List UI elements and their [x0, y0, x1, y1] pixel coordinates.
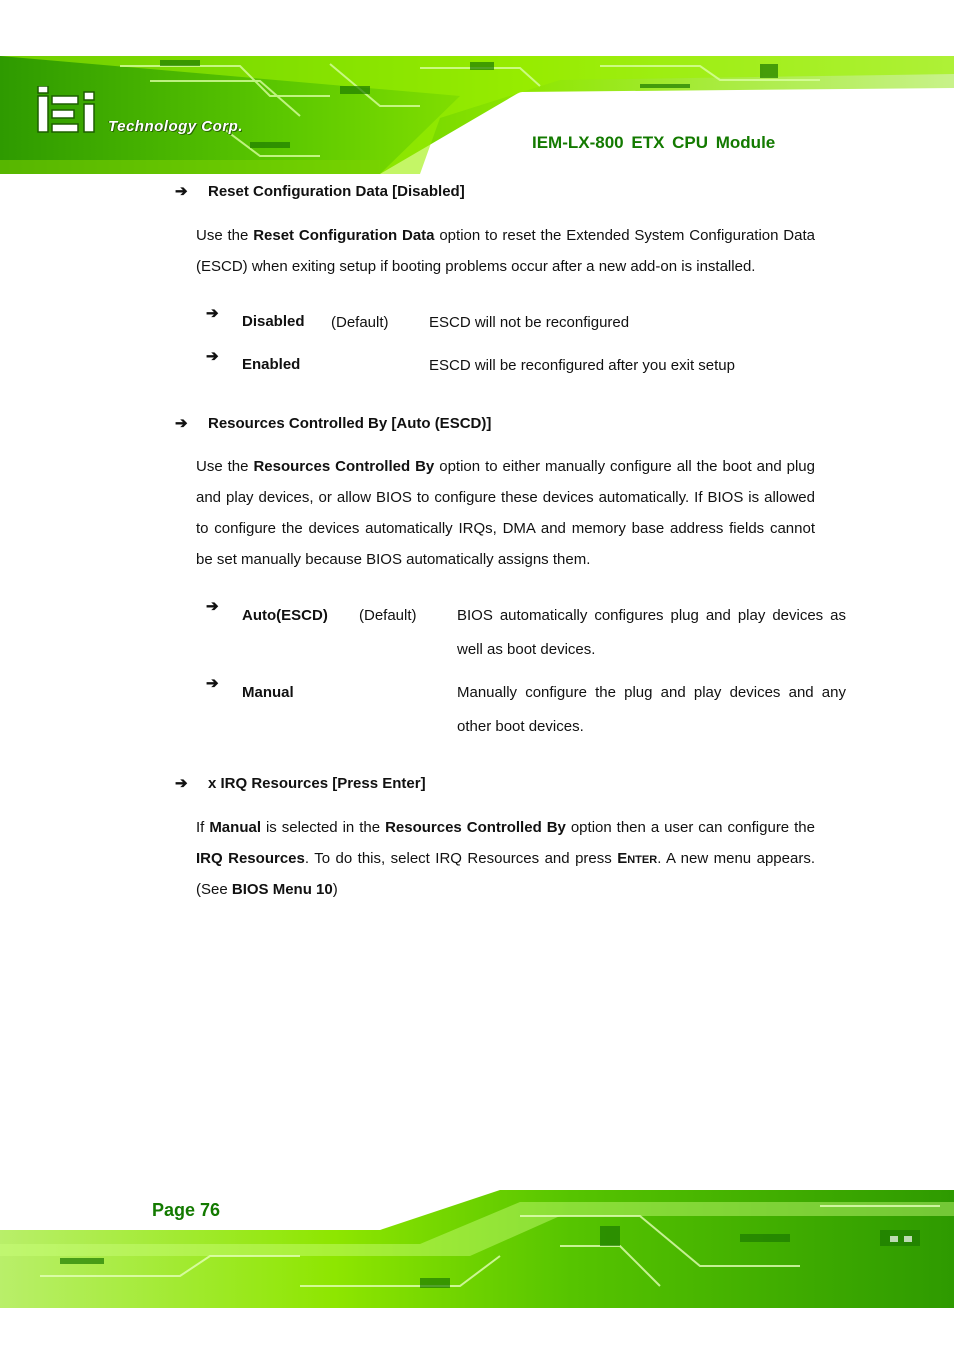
option-desc-disabled: ESCD will not be reconfigured — [429, 314, 630, 331]
section-arrow-icon: ➔ — [175, 183, 188, 200]
option-arrow-icon: ➔ — [206, 348, 219, 365]
footer-circuit-banner — [0, 1186, 954, 1308]
option-arrow-icon: ➔ — [206, 675, 219, 692]
section-title-reset-config: Reset Configuration Data [Disabled] — [208, 183, 465, 200]
document-title: IEM-LX-800 ETX CPU Module — [532, 133, 776, 152]
option-name-auto-escd: Auto(ESCD) — [242, 607, 328, 624]
logo-tagline: Technology Corp. — [108, 118, 243, 135]
section-paragraph-reset-config: Use the Reset Configuration Data option to reset the Extended System Configuration Data (ESCD) when exiting setup if booting problems occur after a new add-on is installed. — [196, 227, 815, 275]
iei-logo — [36, 86, 106, 136]
option-name-manual: Manual — [242, 684, 294, 701]
option-desc-manual: Manually configure the plug and play devices and any other boot devices. — [457, 684, 846, 735]
section-paragraph-irq-resources: If Manual is selected in the Resources Controlled By option then a user can configure the IRQ Resources. To do this, select IRQ Resources and press Enter. A new menu appears. (See BIOS Menu 10) — [196, 819, 815, 898]
option-desc-enabled: ESCD will be reconfigured after you exit setup — [429, 357, 735, 374]
section-arrow-icon: ➔ — [175, 775, 188, 792]
option-arrow-icon: ➔ — [206, 305, 219, 322]
header-circuit-banner — [0, 56, 954, 174]
page-number: Page 76 — [152, 1200, 221, 1220]
section-arrow-icon: ➔ — [175, 415, 188, 432]
option-desc-auto-escd: BIOS automatically configures plug and play devices as well as boot devices. — [457, 607, 846, 658]
option-arrow-icon: ➔ — [206, 598, 219, 615]
section-title-resources-controlled: Resources Controlled By [Auto (ESCD)] — [208, 415, 492, 432]
option-default-label: (Default) — [359, 607, 417, 624]
option-name-disabled: Disabled — [242, 313, 305, 330]
section-paragraph-resources-controlled: Use the Resources Controlled By option to either manually configure all the boot and plug and play devices, or allow BIOS to configure these devices automatically. If BIOS is allowed to configure the devices automatically IRQs, DMA and memory base address fields cannot be set manually because BIOS automatically assigns them. — [196, 458, 815, 568]
option-default-label: (Default) — [331, 314, 389, 331]
section-title-irq-resources: x IRQ Resources [Press Enter] — [208, 775, 426, 792]
option-name-enabled: Enabled — [242, 356, 301, 373]
